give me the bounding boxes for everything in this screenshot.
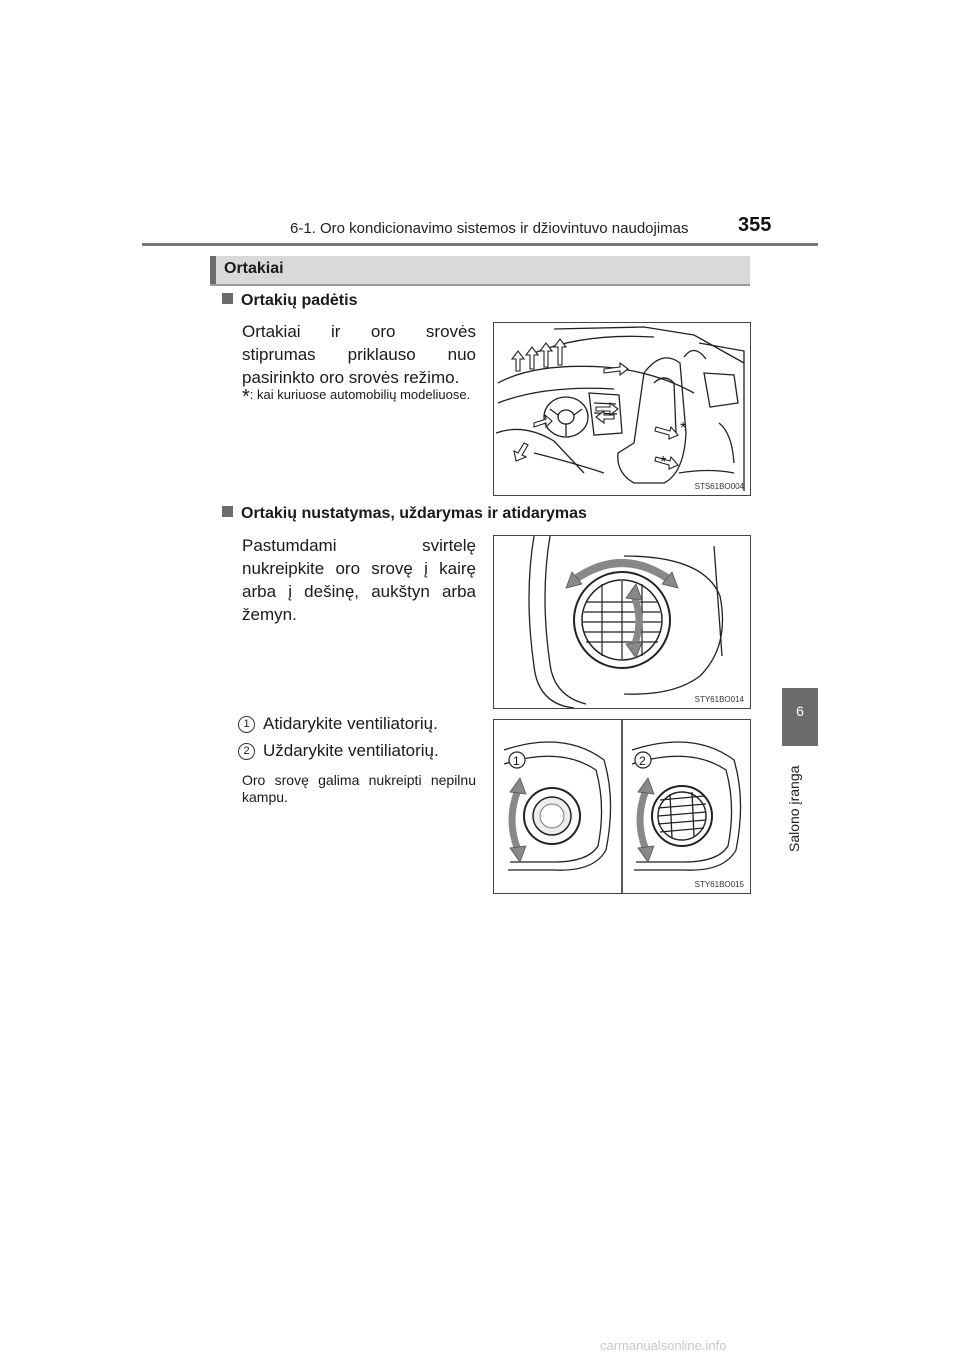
chapter-label-text: Salono įranga xyxy=(786,765,802,852)
paragraph-note: Oro srovę galima nukreipti nepilnu kampu. xyxy=(242,772,476,805)
footnote-text: : kai kuriuose automobilių modeliuose. xyxy=(249,387,471,402)
item-number: 2 xyxy=(238,743,255,760)
heading-vent-positions xyxy=(222,292,357,310)
square-bullet-icon xyxy=(222,506,233,517)
item-text: Uždarykite ventiliatorių. xyxy=(263,741,439,760)
chapter-label xyxy=(786,760,802,852)
item-number: 1 xyxy=(238,716,255,733)
watermark: carmanualsonline.info xyxy=(600,1338,727,1353)
header-rule xyxy=(142,243,818,246)
paragraph-vent-adjust: Pastumdami svirtelę nukreipkite oro srovę į kairę arba į dešinę, aukštyn arba žemyn. xyxy=(242,536,476,624)
paragraph-vent-positions: Ortakiai ir oro srovės stiprumas priklauso nuo pasirinkto oro srovės režimo. xyxy=(242,322,476,387)
figure-vent-open-close xyxy=(493,719,751,894)
section-bar-accent xyxy=(210,256,216,284)
figure-code: STY61BO015 xyxy=(694,880,744,889)
figure-code: STS61BO004 xyxy=(694,482,744,491)
square-bullet-icon xyxy=(222,293,233,304)
vent-adjust-illustration xyxy=(494,536,750,708)
page-number: 355 xyxy=(738,214,772,236)
figure-asterisk-upper: * xyxy=(680,420,687,437)
footnote-models xyxy=(242,386,476,406)
figure-label-1: 1 xyxy=(513,754,520,768)
section-title-bar xyxy=(210,256,750,286)
heading-vent-adjust xyxy=(222,505,587,523)
car-interior-illustration xyxy=(494,323,750,495)
figure-vent-adjust xyxy=(493,535,751,709)
chapter-tab: 6 xyxy=(782,688,818,746)
list-item xyxy=(238,741,439,761)
figure-label-2: 2 xyxy=(639,754,646,768)
heading-vent-adjust-text: Ortakių nustatymas, uždarymas ir atidarymas xyxy=(241,505,587,522)
figure-code: STY61BO014 xyxy=(694,695,744,704)
figure-vent-positions xyxy=(493,322,751,496)
item-text: Atidarykite ventiliatorių. xyxy=(263,714,438,733)
heading-vent-positions-text: Ortakių padėtis xyxy=(241,292,358,309)
section-title: Ortakiai xyxy=(224,260,284,277)
running-header: 6-1. Oro kondicionavimo sistemos ir džiovintuvo naudojimas xyxy=(290,220,689,237)
list-item xyxy=(238,714,438,734)
footnote-asterisk: * xyxy=(242,386,250,408)
figure-asterisk-lower: * xyxy=(660,454,667,471)
vent-open-close-illustration xyxy=(494,720,750,893)
